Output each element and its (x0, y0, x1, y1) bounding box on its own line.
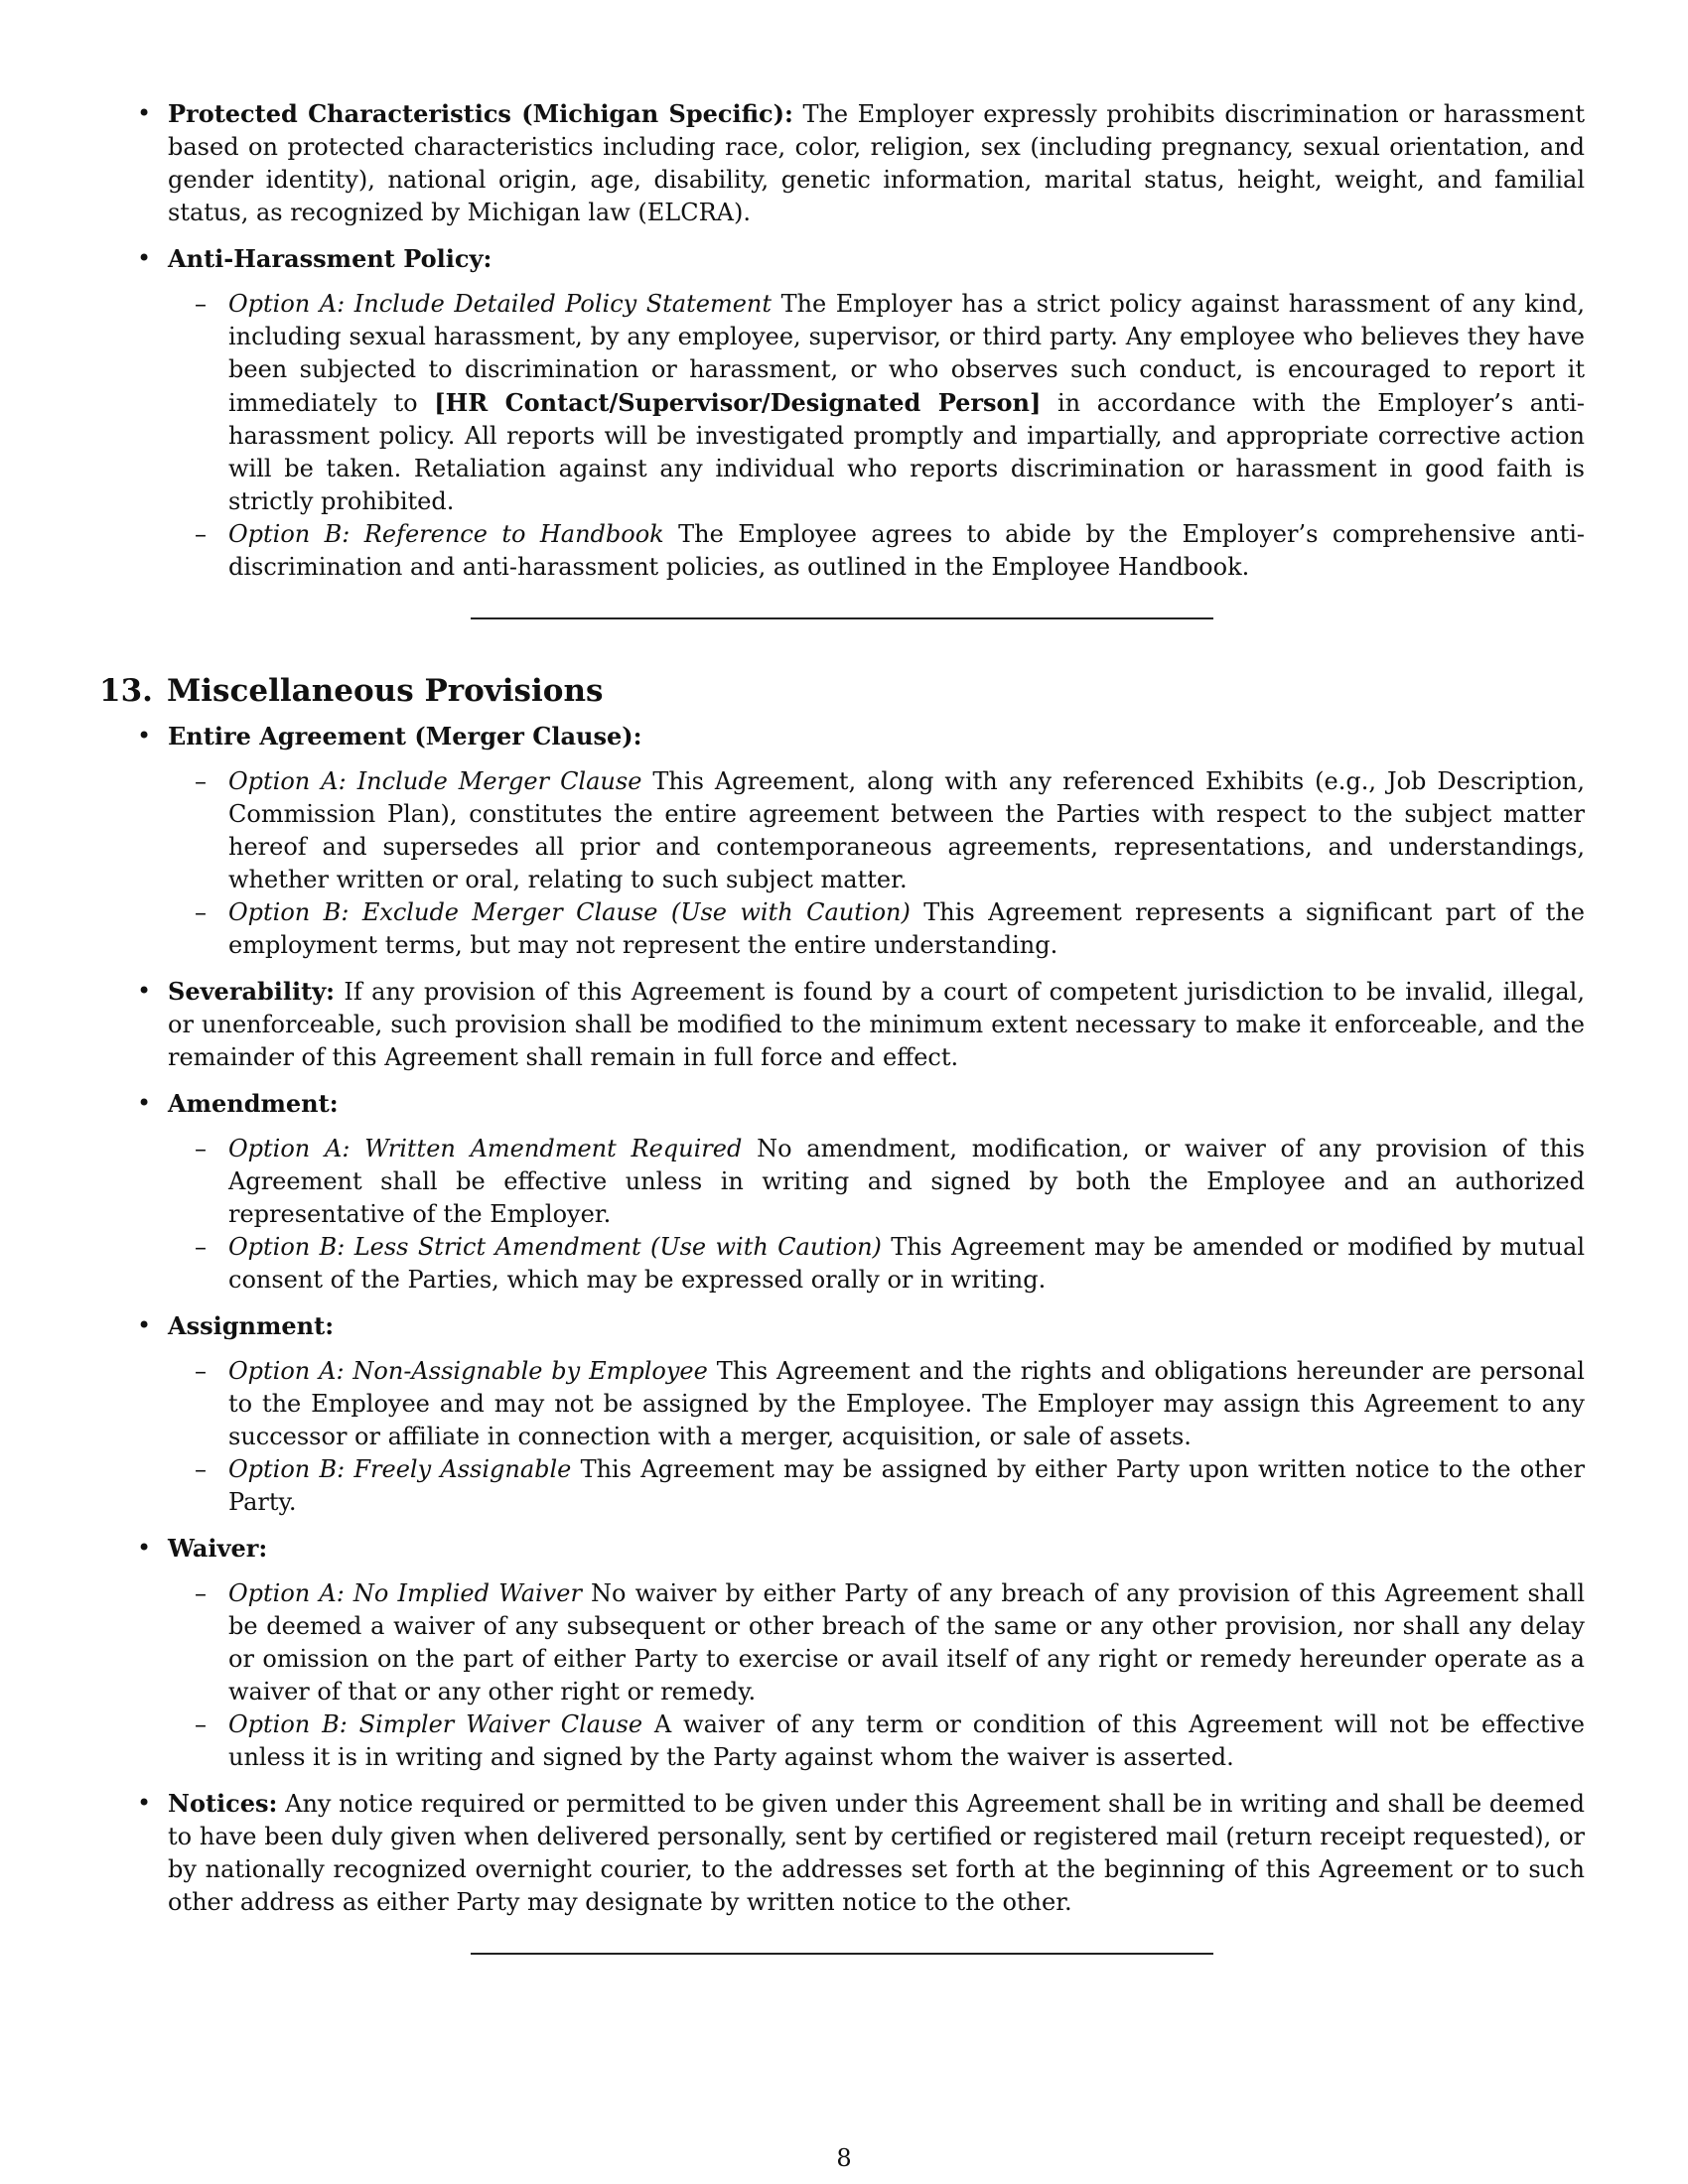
option-label: Option B: Exclude Merger Clause (Use with Caution) (228, 898, 911, 926)
page-content (99, 97, 1585, 1955)
section-title (99, 675, 1585, 708)
section-heading: Miscellaneous Provisions (166, 673, 604, 709)
option-label: Option B: Less Strict Amendment (Use with Caution) (228, 1233, 882, 1261)
option-text: This Agreement and the rights and obligations hereunder are personal to the Employee and may not be assigned by the Employee. The Employer may assign this Agreement to any successor or affiliate in connection with a merger, acquisition, or sale of assets. (228, 1357, 1585, 1450)
bullet-heading: Protected Characteristics (Michigan Specific): (168, 99, 793, 128)
bullet-dot: • (137, 722, 152, 750)
section-number: 13. (99, 673, 153, 709)
bullet-dot: • (137, 244, 152, 272)
dash-marker: – (195, 1579, 207, 1607)
placeholder-contact: [HR Contact/Supervisor/Designated Person] (434, 388, 1042, 417)
option-item (99, 1231, 1585, 1297)
bullet-text: The Employer expressly prohibits discrimination or harassment based on protected characteristics including race, color, religion, sex (including pregnancy, sexual orientation, and gender identity), national origin, age, disability, genetic information, marital status, height, weight, and familial status, as recognized by Michigan law (ELCRA). (168, 100, 1585, 226)
bullet-protected-characteristics (99, 97, 1585, 229)
bullet-dot: • (137, 1089, 152, 1117)
option-item (99, 1708, 1585, 1774)
assignment-options (99, 1355, 1585, 1519)
option-item (99, 765, 1585, 896)
entire-agreement-options (99, 765, 1585, 962)
option-label: Option A: No Implied Waiver (228, 1579, 582, 1607)
option-item (99, 896, 1585, 962)
dash-marker: – (195, 898, 207, 926)
option-item (99, 1453, 1585, 1519)
bullet-dot: • (137, 1534, 152, 1562)
option-item (99, 1133, 1585, 1231)
bullet-heading: Amendment: (168, 1089, 339, 1118)
dash-marker: – (195, 1135, 207, 1162)
option-item (99, 1577, 1585, 1708)
option-text: This Agreement may be amended or modified by mutual consent of the Parties, which may be expressed orally or in writing. (228, 1233, 1585, 1294)
dash-marker: – (195, 1357, 207, 1385)
option-label: Option B: Simpler Waiver Clause (228, 1710, 643, 1738)
bullet-amendment (99, 1087, 1585, 1121)
dash-marker: – (195, 767, 207, 795)
bullet-heading: Notices: (168, 1789, 278, 1818)
bullet-heading: Entire Agreement (Merger Clause): (168, 722, 642, 751)
amendment-options (99, 1133, 1585, 1297)
option-item (99, 288, 1585, 518)
bullet-assignment (99, 1309, 1585, 1343)
waiver-options (99, 1577, 1585, 1774)
bullet-heading: Severability: (168, 977, 336, 1006)
bullet-text: Any notice required or permitted to be given under this Agreement shall be in writing and shall be deemed to have been duly given when delivered personally, sent by certified or registered mail (return receipt requested), or by nationally recognized overnight courier, to the addresses set forth at the beginning of this Agreement or to such other address as either Party may designate by written notice to the other. (168, 1790, 1585, 1916)
option-item (99, 518, 1585, 584)
dash-marker: – (195, 290, 207, 318)
anti-harassment-options (99, 288, 1585, 584)
option-text: A waiver of any term or condition of this Agreement will not be effective unless it is in writing and signed by the Party against whom the waiver is asserted. (228, 1710, 1585, 1771)
bullet-entire-agreement (99, 720, 1585, 753)
bullet-heading: Waiver: (168, 1534, 268, 1563)
bullet-text: If any provision of this Agreement is found by a court of competent jurisdiction to be invalid, illegal, or unenforceable, such provision shall be modified to the minimum extent necessary to make it enforceable, and the remainder of this Agreement shall remain in full force and effect. (168, 978, 1585, 1071)
option-text: This Agreement may be assigned by either Party upon written notice to the other Party. (228, 1455, 1585, 1516)
option-text: The Employee agrees to abide by the Employer’s comprehensive anti-discrimination and anti-harassment policies, as outlined in the Employee Handbook. (228, 520, 1586, 581)
option-label: Option A: Include Merger Clause (228, 767, 642, 795)
option-label: Option A: Non-Assignable by Employee (228, 1357, 708, 1385)
option-text: No amendment, modification, or waiver of any provision of this Agreement shall be effective unless in writing and signed by both the Employee and an authorized representative of the Employer. (228, 1135, 1586, 1228)
option-item (99, 1355, 1585, 1453)
option-label: Option A: Include Detailed Policy Statement (228, 290, 773, 318)
option-text: This Agreement represents a significant part of the employment terms, but may not represent the entire understanding. (228, 898, 1585, 959)
bullet-dot: • (137, 977, 152, 1005)
option-text: This Agreement, along with any referenced Exhibits (e.g., Job Description, Commission Plan), constitutes the entire agreement between the Parties with respect to the subject matter hereof and supersedes all prior and contemporaneous agreements, representations, and understandings, whether written or oral, relating to such subject matter. (228, 767, 1585, 893)
bullet-heading: Assignment: (168, 1311, 335, 1340)
dash-marker: – (195, 1233, 207, 1261)
dash-marker: – (195, 1710, 207, 1738)
dash-marker: – (195, 1455, 207, 1483)
option-label: Option B: Reference to Handbook (228, 520, 664, 548)
dash-marker: – (195, 520, 207, 548)
option-label: Option A: Written Amendment Required (228, 1135, 743, 1162)
bullet-waiver (99, 1532, 1585, 1566)
bullet-dot: • (137, 1789, 152, 1817)
option-label: Option B: Freely Assignable (228, 1455, 572, 1483)
option-text-continued: in accordance with the Employer’s anti-harassment policy. All reports will be investigated promptly and impartially, and appropriate corrective action will be taken. Retaliation against any individual who reports discrimination or harassment in good faith is strictly prohibited. (228, 389, 1585, 515)
bullet-severability (99, 975, 1585, 1074)
option-text: The Employer has a strict policy against harassment of any kind, including sexual harassment, by any employee, supervisor, or third party. Any employee who believes they have been subjected to discrimination or harassment, or who observes such conduct, is encouraged to report it immediately to (228, 290, 1585, 417)
bullet-heading: Anti-Harassment Policy: (168, 244, 492, 273)
bullet-anti-harassment (99, 242, 1585, 276)
bullet-notices (99, 1787, 1585, 1919)
page-number: 8 (836, 2144, 852, 2172)
option-text: No waiver by either Party of any breach of any provision of this Agreement shall be deemed a waiver of any subsequent or other breach of the same or any other provision, nor shall any delay or omission on the part of either Party to exercise or avail itself of any right or remedy hereunder operate as a waiver of that or any other right or remedy. (228, 1579, 1585, 1706)
bullet-dot: • (137, 99, 152, 127)
horizontal-rule (471, 1953, 1213, 1955)
horizontal-rule (471, 617, 1213, 619)
bullet-dot: • (137, 1311, 152, 1339)
